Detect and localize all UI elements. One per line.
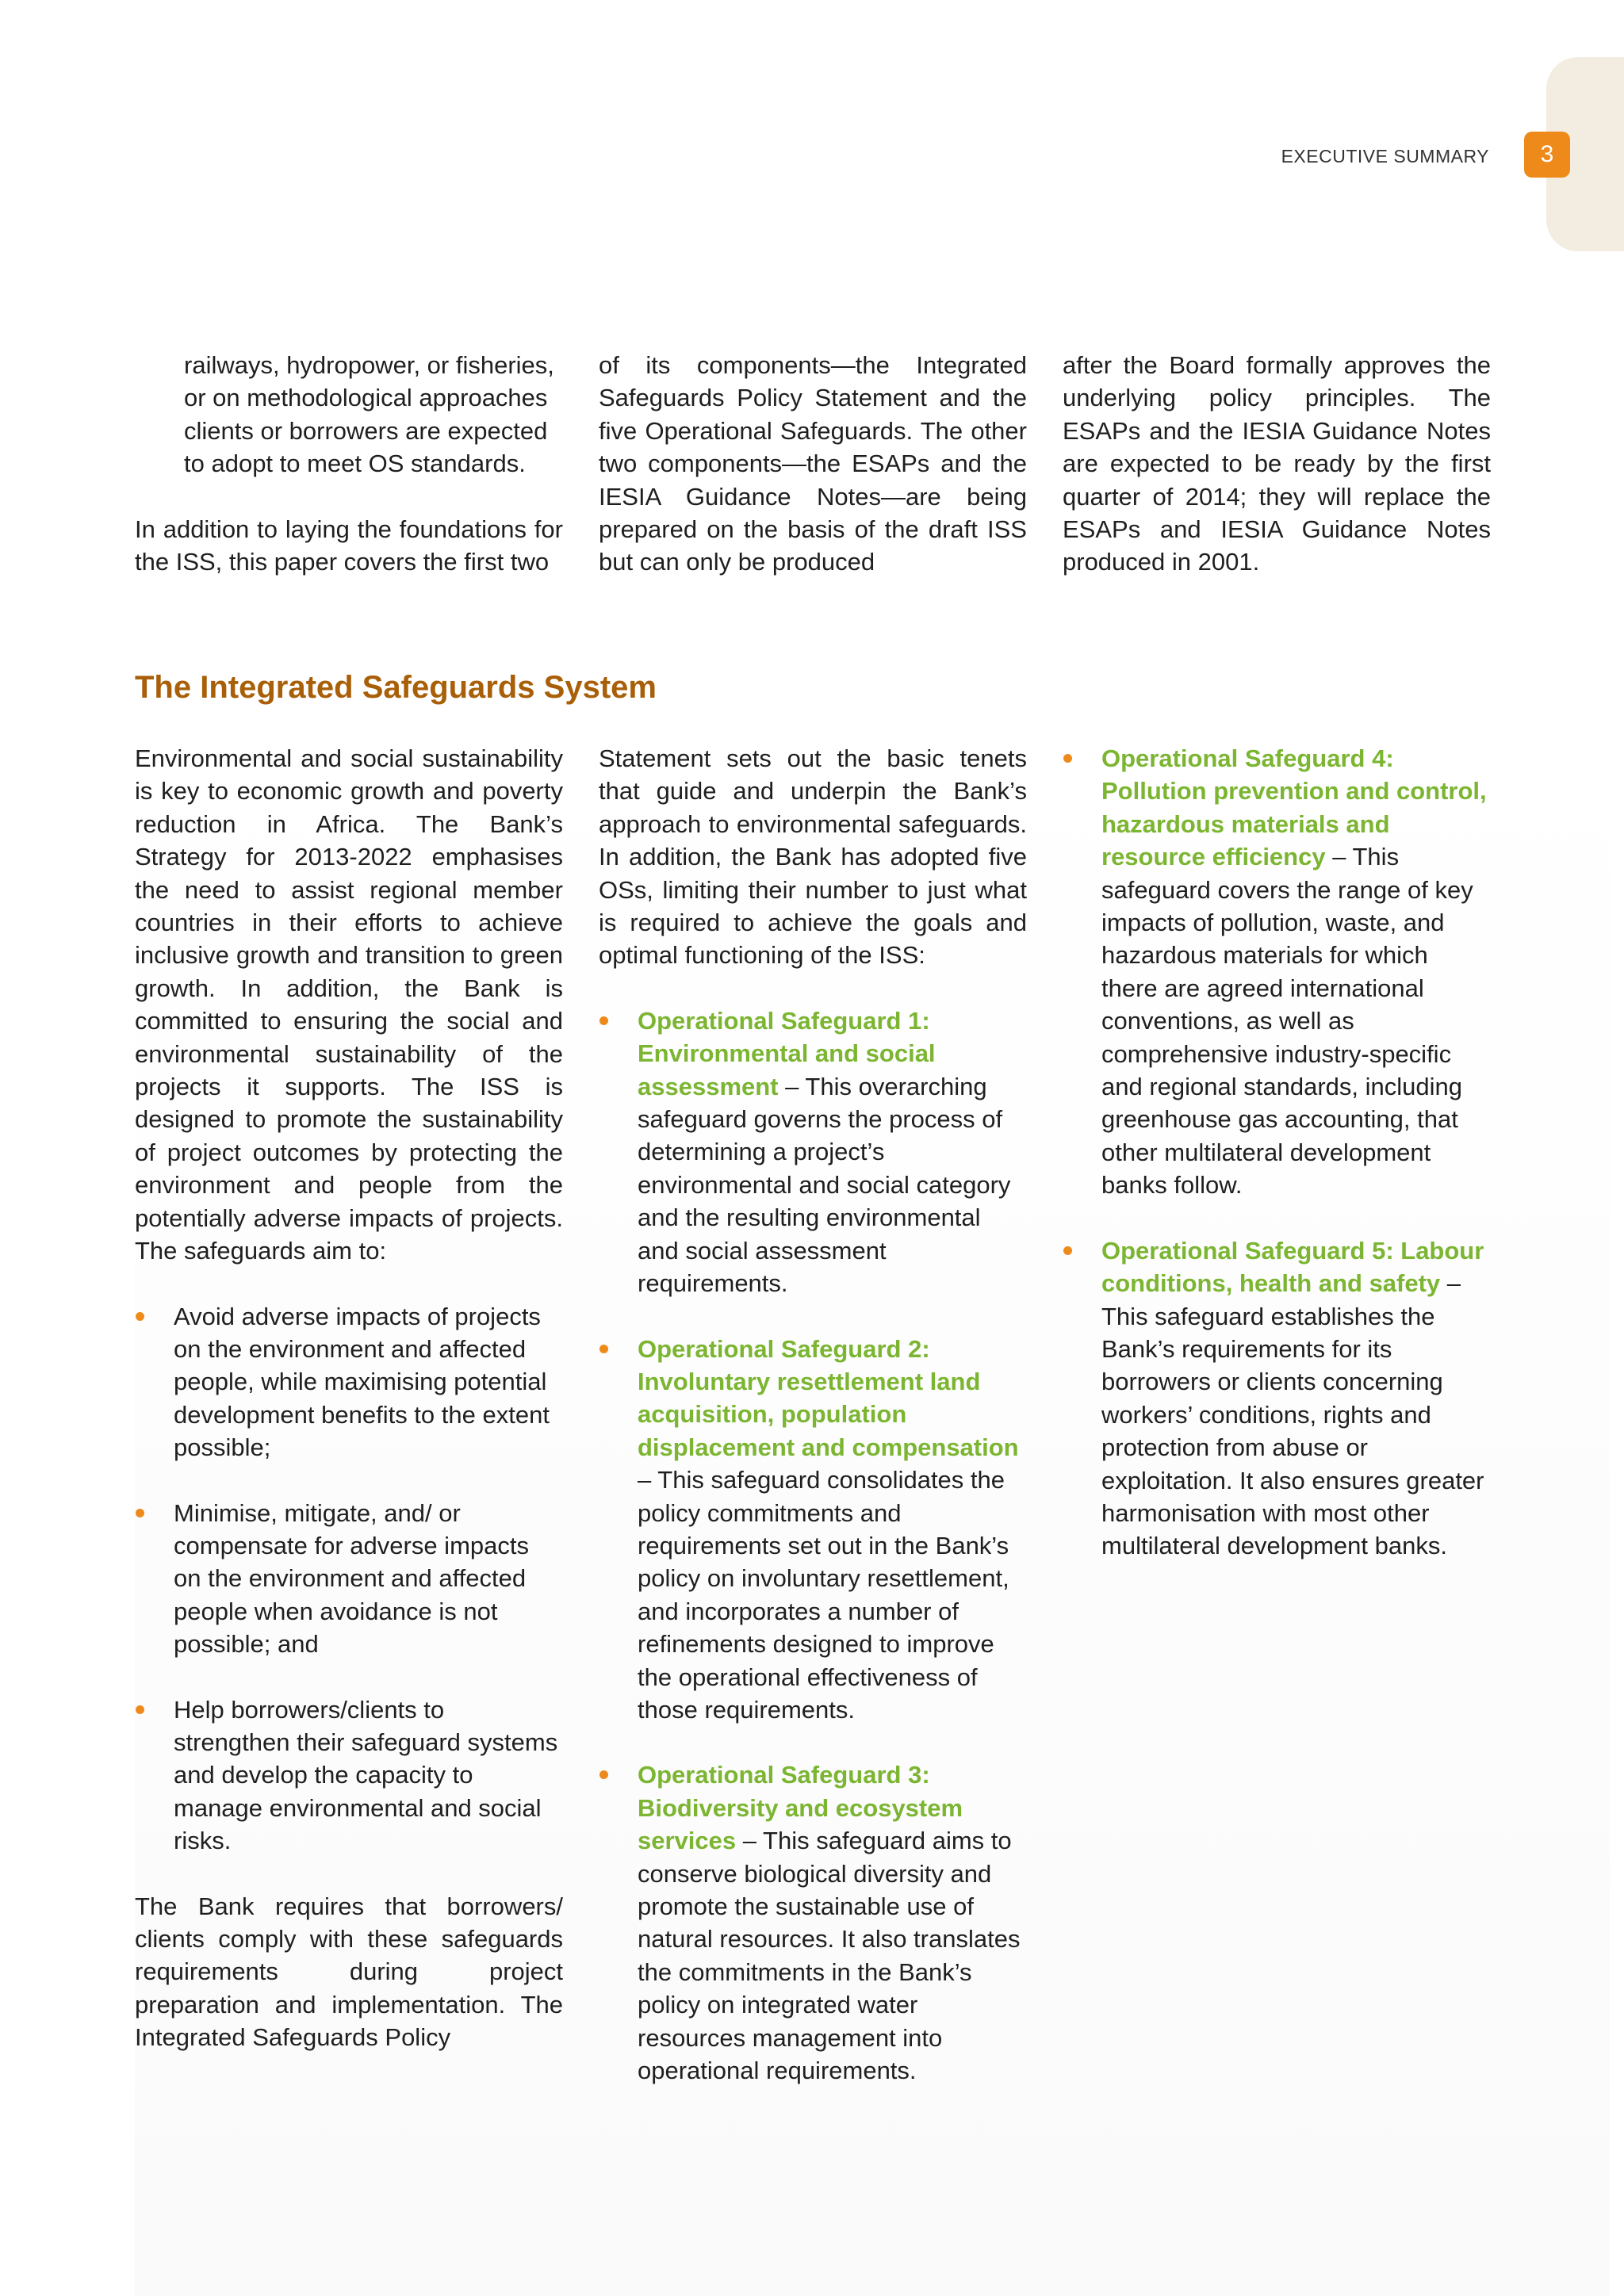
safeguard-description: – This overarching safeguard governs the process of determining a project’s environmental and social category and the resulting environmental and social assessment requirements. [638,1072,1011,1298]
safeguards-list-part-1 [599,1004,1027,2087]
aim-text: Minimise, mitigate, and/ or compensate for adverse impacts on the environment and affected people when avoidance is not possible; and [174,1498,529,1659]
bullet-dot-icon [599,1770,608,1779]
safeguard-description: – This safeguard covers the range of key impacts of pollution, waste, and hazardous materials for which there are agreed international conventions, as well as comprehensive industry-specific and regional standards, including greenhouse gas accounting, that other multilateral development banks follow. [1101,843,1473,1200]
section-column-3 [1063,742,1491,1563]
section-column-2 [599,742,1027,2087]
aim-item [135,1497,563,1661]
safeguard-item [599,1758,1027,2087]
aim-item [135,1693,563,1858]
intro-indented-text [135,349,563,480]
safeguard-title: Operational Safeguard 4: Pollution prevention and control, hazardous materials and resource efficiency [1101,744,1487,871]
bullet-dot-icon [1063,1246,1072,1255]
page-number-badge: 3 [1524,132,1570,178]
safeguard-description: – This safeguard establishes the Bank’s requirements for its borrowers or clients concerning workers’ conditions, rights and protection from abuse or exploitation. It also ensures greater harmonisation with most other multilateral development banks. [1101,1269,1484,1560]
intro-col1-indented-paragraph: railways, hydropower, or fisheries, or on methodological approaches clients or borrowers are expected to adopt to meet OS standards. [184,351,554,478]
bullet-dot-icon [599,1345,608,1353]
bullet-dot-icon [136,1705,144,1714]
safeguard-title: Operational Safeguard 5: Labour conditions, health and safety [1101,1236,1484,1298]
bullet-dot-icon [1063,754,1072,763]
intro-col2-paragraph: of its components—the Integrated Safeguards Policy Statement and the five Operational Safeguards. The other two components—the ESAPs and the IESIA Guidance Notes—are being prepared on the basis of the draft ISS but can only be produced [599,351,1027,576]
intro-column-1 [135,349,563,578]
intro-col1-paragraph: In addition to laying the foundations for the ISS, this paper covers the first two [135,515,563,576]
section-intro-paragraph: Environmental and social sustainability is key to economic growth and poverty reduction in Africa. The Bank’s Strategy for 2013-2022 emphasises the need to assist regional member countries in their efforts to achieve inclusive growth and transition to green growth. In addition, the Bank is committed to ensuring the social and environmental sustainability of the projects it supports. The ISS is designed to promote the sustainability of project outcomes by protecting the environment and people from the potentially adverse impacts of projects. The safeguards aim to: [135,744,563,1265]
safeguard-item [1063,1234,1491,1563]
aims-list [135,1300,563,1858]
safeguard-item [599,1004,1027,1300]
section-heading: The Integrated Safeguards System [135,670,657,705]
aim-item [135,1300,563,1464]
policy-statement-paragraph: Statement sets out the basic tenets that guide and underpin the Bank’s approach to environmental safeguards. In addition, the Bank has adopted five OSs, limiting their number to just what is required to achieve the goals and optimal functioning of the ISS: [599,744,1027,970]
aim-text: Help borrowers/clients to strengthen their safeguard systems and develop the capacity to manage environmental and social risks. [174,1695,558,1855]
intro-col3-paragraph: after the Board formally approves the underlying policy principles. The ESAPs and the IESIA Guidance Notes are expected to be ready by the first quarter of 2014; they will replace the ESAPs and IESIA Guidance Notes produced in 2001. [1063,351,1491,576]
safeguard-item [1063,742,1491,1202]
running-header: EXECUTIVE SUMMARY [1281,146,1489,166]
safeguard-title: Operational Safeguard 3: Biodiversity and ecosystem services [638,1761,963,1855]
safeguard-description: – This safeguard consolidates the policy commitments and requirements set out in the Bank’s policy on involuntary resettlement, and incorporates a number of refinements designed to improve the operational effectiveness of those requirements. [638,1466,1009,1724]
aim-text: Avoid adverse impacts of projects on the environment and affected people, while maximising potential development benefits to the extent possible; [174,1302,550,1462]
bullet-dot-icon [136,1509,144,1517]
safeguard-title: Operational Safeguard 2: Involuntary resettlement land acquisition, population displacement and compensation [638,1334,1019,1461]
safeguard-title: Operational Safeguard 1: Environmental and social assessment [638,1006,936,1100]
safeguards-list-part-2 [1063,742,1491,1563]
compliance-paragraph: The Bank requires that borrowers/ clients comply with these safeguards requirements during project preparation and implementation. The Integrated Safeguards Policy [135,1892,563,2052]
intro-column-2 [599,349,1027,579]
bullet-dot-icon [599,1016,608,1025]
bullet-dot-icon [136,1312,144,1321]
intro-column-3 [1063,349,1491,579]
section-column-1 [135,742,563,2054]
safeguard-description: – This safeguard aims to conserve biological diversity and promote the sustainable use of natural resources. It also translates the commitments in the Bank’s policy on integrated water resources management into operational requirements. [638,1827,1021,2085]
safeguard-item [599,1333,1027,1727]
